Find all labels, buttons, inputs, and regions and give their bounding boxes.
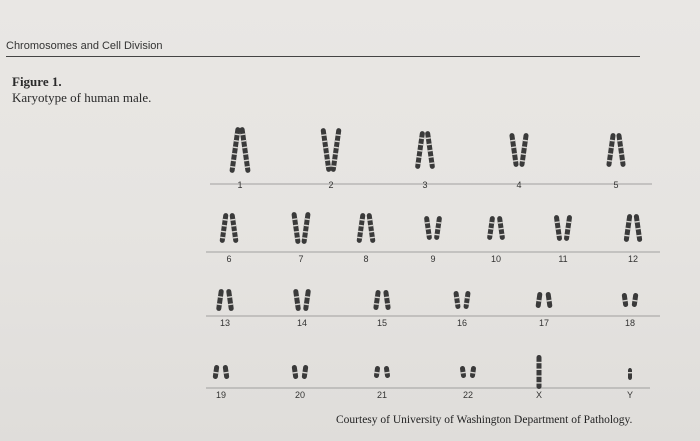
chromatid [537, 355, 542, 389]
chromosome-band [416, 156, 421, 158]
chromosome-band [374, 372, 379, 374]
chromatid [554, 215, 563, 241]
chromosome-pair-20 [292, 365, 309, 380]
chromatid [415, 131, 425, 169]
chromosome-band [489, 222, 494, 224]
chromosome-band [357, 237, 362, 239]
chromatid [216, 289, 224, 311]
chromosome-band [333, 153, 338, 155]
chromosome-band [218, 296, 223, 298]
chromosome-band [624, 235, 629, 237]
image-credit: Courtesy of University of Washington Department of Pathology. [336, 414, 633, 426]
chromosome-band [417, 150, 422, 152]
chromosome-band [426, 137, 431, 139]
chromosome-band [231, 225, 236, 227]
chromatid [616, 133, 626, 167]
chromosome-label-8: 8 [363, 254, 369, 264]
chromosome-band [242, 146, 247, 148]
chromosome-band [295, 303, 300, 305]
chromosome-pair-12 [624, 214, 643, 242]
chromosome-band [302, 237, 307, 239]
chromosome-pair-16 [453, 291, 470, 310]
chromatid [564, 215, 573, 241]
chromatid [545, 292, 552, 309]
chromosome-label-16: 16 [456, 318, 468, 328]
chromosome-band [303, 231, 308, 233]
chromatid [226, 289, 234, 311]
chromosome-band [436, 222, 441, 224]
chromosome-band [241, 140, 246, 142]
chromosome-band [228, 303, 233, 305]
chromosome-pair-X [537, 355, 542, 389]
chromosome-label-22: 22 [462, 390, 474, 400]
chromosome-band [547, 300, 552, 302]
chromosome-band [235, 133, 240, 135]
chromosome-band [232, 153, 237, 155]
chromosome-band [636, 228, 641, 230]
chromosome-band [358, 231, 363, 233]
chromatid [535, 292, 542, 309]
chromosome-label-11: 11 [558, 254, 568, 264]
chromosome-band [499, 234, 504, 236]
chromatid [384, 366, 391, 379]
chromosome-band [434, 234, 439, 236]
chromosome-band [323, 147, 328, 149]
chromosome-band [454, 297, 459, 299]
chromosome-label-9: 9 [430, 254, 436, 264]
chromatid [434, 216, 442, 240]
chromosome-band [295, 237, 300, 239]
chromatid [356, 213, 365, 243]
chromatid [634, 214, 643, 242]
chromatid [366, 213, 375, 243]
chromatid [425, 131, 435, 169]
chromosome-band [213, 372, 218, 374]
chromosome-band [374, 303, 379, 305]
chromosome-pair-5 [606, 133, 626, 167]
chromatid [291, 212, 300, 244]
chromosome-pair-4 [509, 133, 529, 167]
chromosome-band [498, 222, 503, 224]
chromatid [301, 212, 310, 244]
chromosome-band [221, 231, 226, 233]
chromosome-pair-3 [415, 131, 435, 169]
chromatid [624, 214, 633, 242]
chromosome-pair-10 [487, 216, 505, 240]
chromosome-band [610, 140, 615, 142]
chromosome-band [461, 372, 466, 374]
chromosome-band [321, 134, 326, 136]
chromosome-pair-19 [213, 365, 230, 380]
chromatid [292, 365, 299, 380]
chromosome-pair-Y [628, 368, 632, 380]
chromatid [632, 293, 639, 308]
chromosome-band [324, 153, 329, 155]
chromosome-band [620, 160, 625, 162]
chromosome-band [628, 372, 632, 373]
chromatid [303, 289, 311, 311]
chromatid [628, 368, 632, 380]
chromosome-label-3: 3 [422, 180, 428, 190]
chromosome-band [233, 146, 238, 148]
running-header: Chromosomes and Cell Division [6, 40, 163, 52]
chromosome-band [224, 372, 229, 374]
chromosome-band [555, 221, 560, 223]
chromosome-label-1: 1 [237, 180, 243, 190]
chromosome-label-21: 21 [376, 390, 388, 400]
chromosome-band [240, 133, 245, 135]
chromosome-band [332, 159, 337, 161]
chromosome-band [429, 162, 434, 164]
chromosome-band [427, 143, 432, 145]
chromosome-band [626, 221, 631, 223]
chromosome-label-20: 20 [294, 390, 306, 400]
chromosome-pair-8 [356, 213, 375, 243]
chromosome-label-17: 17 [538, 318, 550, 328]
chromosome-band [305, 296, 310, 298]
chromosome-band [536, 300, 541, 302]
chromosome-band [375, 296, 380, 298]
chromosome-band [565, 228, 570, 230]
chromosome-band [428, 156, 433, 158]
chromosome-label-13: 13 [219, 318, 231, 328]
chromatid [383, 290, 391, 311]
chromosome-label-7: 7 [298, 254, 304, 264]
chromosome-band [245, 166, 250, 168]
chromosome-band [293, 372, 298, 374]
chromosome-band [425, 222, 430, 224]
chromosome-band [418, 143, 423, 145]
chromosome-band [385, 372, 390, 374]
chromatid [424, 216, 432, 240]
chromosome-pair-17 [535, 292, 552, 309]
chromosome-band [636, 235, 641, 237]
chromosome-band [334, 147, 339, 149]
chromosome-band [608, 153, 613, 155]
chromosome-pair-18 [622, 293, 639, 308]
chromosome-band [360, 219, 365, 221]
chromatid [219, 213, 228, 243]
chromosome-band [488, 228, 493, 230]
chromosome-label-6: 6 [226, 254, 232, 264]
chromosome-pairs [213, 127, 643, 389]
chromatid [229, 127, 240, 173]
chromosome-band [230, 166, 235, 168]
chromosome-band [232, 231, 237, 233]
chromosome-band [537, 362, 542, 363]
chromosome-band [523, 140, 528, 142]
chromosome-band [426, 228, 431, 230]
chromosome-band [359, 225, 364, 227]
chromatid [330, 128, 341, 172]
chromatid [293, 289, 301, 311]
chromatid [509, 133, 519, 167]
chromosome-pair-14 [293, 289, 311, 311]
chromosome-band [625, 228, 630, 230]
chromosome-label-Y: Y [626, 390, 634, 400]
chromatid [497, 216, 505, 240]
chromosome-band [304, 224, 309, 226]
chromosome-band [244, 159, 249, 161]
chromosome-pair-15 [373, 290, 391, 311]
chromosome-band [304, 303, 309, 305]
chromatid [373, 290, 381, 311]
chromosome-band [419, 137, 424, 139]
chromosome-band [487, 234, 492, 236]
chromosome-band [293, 224, 298, 226]
chromosome-band [521, 153, 526, 155]
chromosome-pair-6 [219, 213, 238, 243]
chromosome-band [335, 140, 340, 142]
chromosome-band [435, 228, 440, 230]
chromosome-band [370, 237, 375, 239]
chromosome-band [426, 234, 431, 236]
chromatid [453, 291, 460, 310]
chromosome-band [227, 296, 232, 298]
chromatid [213, 365, 220, 380]
chromosome-band [623, 300, 628, 302]
chromosome-band [510, 140, 515, 142]
chromatid [622, 293, 629, 308]
chromosome-band [234, 140, 239, 142]
figure-caption: Karyotype of human male. [12, 90, 152, 105]
chromatid [470, 366, 477, 379]
chromatid [239, 127, 250, 173]
chromosome-band [222, 225, 227, 227]
chromosome-label-15: 15 [376, 318, 388, 328]
chromosome-band [511, 146, 516, 148]
chromosome-band [607, 160, 612, 162]
chromosome-band [632, 300, 637, 302]
chromosome-band [331, 165, 336, 167]
chromosome-pair-13 [216, 289, 234, 311]
chromosome-label-4: 4 [516, 180, 522, 190]
chromosome-band [326, 165, 331, 167]
chromosome-band [513, 160, 518, 162]
chromatid [460, 366, 467, 379]
chromosome-label-10: 10 [490, 254, 502, 264]
chromosome-band [522, 146, 527, 148]
chromosome-number-labels [216, 180, 638, 400]
chromosome-band [292, 218, 297, 220]
chromosome-band [369, 231, 374, 233]
chromatid [487, 216, 495, 240]
chromatid [606, 133, 616, 167]
chromosome-band [609, 146, 614, 148]
chromosome-band [230, 219, 235, 221]
chromosome-pair-11 [554, 215, 573, 241]
chromosome-band [564, 234, 569, 236]
chromosome-band [537, 382, 542, 383]
chromatid [320, 128, 331, 172]
chromosome-band [512, 153, 517, 155]
chromosome-band [619, 153, 624, 155]
chromosome-label-5: 5 [613, 180, 619, 190]
chromosome-pair-2 [320, 128, 341, 172]
chromosome-band [223, 219, 228, 221]
chromosome-label-18: 18 [624, 318, 636, 328]
chromosome-pair-7 [291, 212, 310, 244]
chromosome-band [217, 303, 222, 305]
chromosome-pair-22 [460, 366, 477, 379]
chromosome-label-12: 12 [627, 254, 639, 264]
chromosome-band [368, 225, 373, 227]
chromosome-band [243, 153, 248, 155]
chromosome-band [220, 237, 225, 239]
chromosome-pair-1 [229, 127, 250, 173]
chromosome-band [566, 221, 571, 223]
chromosome-band [385, 303, 390, 305]
chromosome-band [367, 219, 372, 221]
chromatid [519, 133, 529, 167]
chromatid [229, 213, 238, 243]
chromatid [302, 365, 309, 380]
header-rule [6, 56, 640, 57]
chromosome-band [305, 218, 310, 220]
chromosome-band [455, 303, 460, 305]
chromatid [374, 366, 381, 379]
chromosome-band [416, 162, 421, 164]
chromosome-band [465, 297, 470, 299]
chromatid [223, 365, 230, 380]
chromosome-band [635, 221, 640, 223]
chromosome-band [537, 369, 542, 370]
chromosome-band [428, 150, 433, 152]
chromosome-pair-21 [374, 366, 391, 379]
chromosome-label-14: 14 [296, 318, 308, 328]
chromatid [463, 291, 470, 310]
chromosome-band [556, 228, 561, 230]
chromosome-band [520, 160, 525, 162]
chromosome-band [336, 134, 341, 136]
chromosome-band [294, 231, 299, 233]
chromosome-label-X: X [535, 390, 543, 400]
chromosome-label-19: 19 [215, 390, 227, 400]
chromosome-band [464, 303, 469, 305]
chromosome-band [499, 228, 504, 230]
chromosome-pair-9 [424, 216, 442, 240]
chromosome-band [617, 140, 622, 142]
chromosome-band [618, 146, 623, 148]
row-baselines [206, 184, 660, 388]
chromosome-band [556, 234, 561, 236]
chromosome-label-2: 2 [328, 180, 334, 190]
chromosome-band [322, 140, 327, 142]
chromosome-band [325, 159, 330, 161]
chromosome-band [384, 296, 389, 298]
chromosome-band [302, 372, 307, 374]
figure-label: Figure 1. [12, 74, 62, 89]
chromosome-band [233, 237, 238, 239]
chromosome-band [294, 296, 299, 298]
chromosome-band [470, 372, 475, 374]
chromosome-band [537, 375, 542, 376]
chromosome-band [231, 159, 236, 161]
